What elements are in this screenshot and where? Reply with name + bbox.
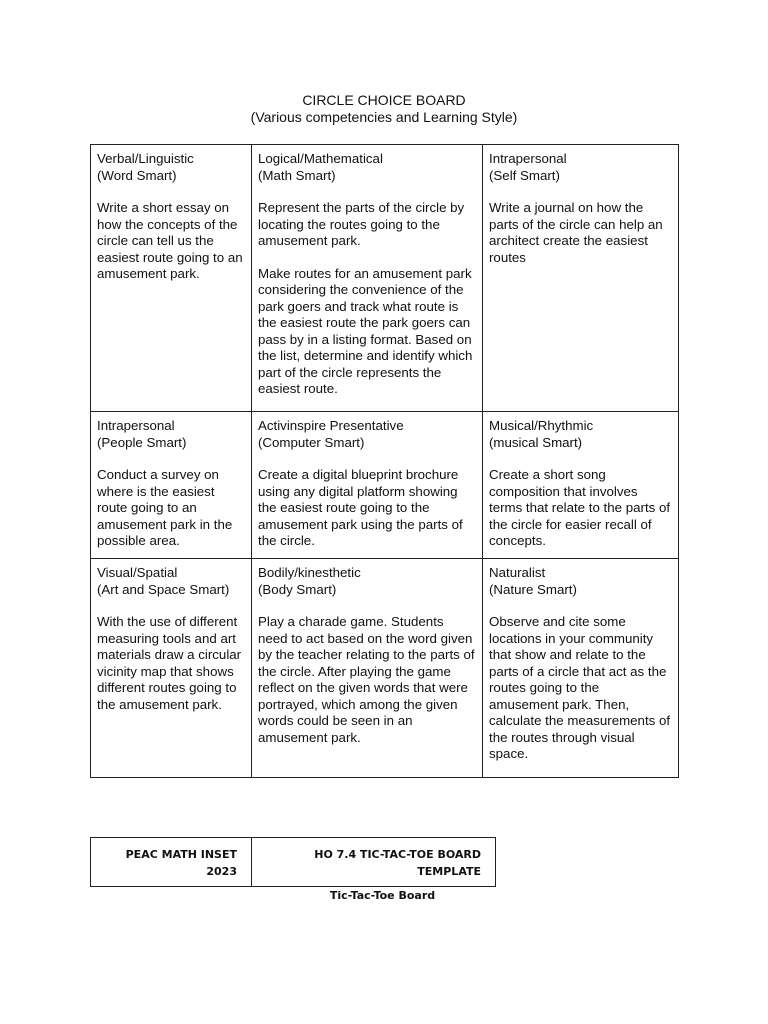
cell-activity: Create a digital blueprint brochure using any digital platform showing the easiest route going to the amusement park using the parts of the circle. (258, 467, 463, 548)
choice-board-table (90, 144, 679, 778)
footer-right-cell (252, 838, 496, 887)
board-row (91, 559, 679, 778)
footer-left-cell (91, 838, 252, 887)
footer-caption: Tic-Tac-Toe Board (329, 889, 436, 902)
cell-title: Naturalist (489, 565, 546, 580)
cell-activity: Write a journal on how the parts of the circle can help an architect create the easiest routes (489, 200, 663, 265)
cell-title: Intrapersonal (97, 418, 175, 433)
cell-activity: With the use of different measuring tools and art materials draw a circular vicinity map that shows different routes going to the amusement park. (97, 614, 242, 712)
cell-subtitle: (musical Smart) (489, 434, 583, 450)
cell-title: Musical/Rhythmic (489, 418, 594, 433)
board-cell-logical-mathematical (252, 145, 483, 412)
cell-subtitle: (People Smart) (97, 434, 187, 450)
board-row (91, 145, 679, 412)
cell-title: Bodily/kinesthetic (258, 565, 361, 580)
cell-title: Intrapersonal (489, 151, 567, 166)
board-cell-bodily-kinesthetic (252, 559, 483, 778)
cell-subtitle: (Self Smart) (489, 167, 560, 183)
cell-title: Verbal/Linguistic (97, 151, 194, 166)
footer-right-line1: HO 7.4 TIC-TAC-TOE BOARD (314, 848, 481, 861)
cell-activity: Conduct a survey on where is the easiest route going to an amusement park in the possible area. (97, 467, 233, 548)
cell-subtitle: (Art and Space Smart) (97, 581, 230, 597)
cell-title: Logical/Mathematical (258, 151, 383, 166)
cell-title: Activinspire Presentative (258, 418, 404, 433)
cell-subtitle: (Computer Smart) (258, 434, 365, 450)
cell-activity: Write a short essay on how the concepts of the circle can tell us the easiest route going to an amusement park. (97, 200, 243, 281)
board-cell-musical-rhythmic (483, 412, 679, 559)
cell-activity: Make routes for an amusement park considering the convenience of the park goers and track what route is the easiest route the park goers can pass by in a listing format. Based on the list, determine and identify which part of the circle represents the easiest route. (258, 265, 473, 396)
board-cell-visual-spatial (91, 559, 252, 778)
board-cell-verbal-linguistic (91, 145, 252, 412)
board-row (91, 412, 679, 559)
board-cell-activinspire (252, 412, 483, 559)
board-cell-naturalist (483, 559, 679, 778)
board-cell-intrapersonal-self (483, 145, 679, 412)
cell-subtitle: (Word Smart) (97, 167, 177, 183)
board-cell-intrapersonal-people (91, 412, 252, 559)
cell-title: Visual/Spatial (97, 565, 178, 580)
cell-activity: Observe and cite some locations in your community that show and relate to the parts of a circle that act as the routes going to the amusement park. Then, calculate the measurements of the routes through visual space. (489, 614, 671, 761)
cell-subtitle: (Math Smart) (258, 167, 336, 183)
footer-table (90, 837, 496, 887)
page-heading (0, 92, 768, 126)
page-title: CIRCLE CHOICE BOARD (302, 92, 466, 108)
cell-subtitle: (Body Smart) (258, 581, 337, 597)
cell-subtitle: (Nature Smart) (489, 581, 577, 597)
cell-activity: Play a charade game. Students need to act based on the word given by the teacher relating to the parts of the circle. After playing the game reflect on the given words that were portrayed, which among the given words could be seen in an amusement park. (258, 614, 475, 745)
cell-activity: Represent the parts of the circle by locating the routes going to the amusement park. (258, 200, 465, 248)
page-subtitle: (Various competencies and Learning Style) (250, 109, 518, 125)
cell-activity: Create a short song composition that involves terms that relate to the parts of the circle for easier recall of concepts. (489, 467, 671, 548)
footer-left-label: PEAC MATH INSET 2023 (125, 848, 237, 878)
footer-right-line2: TEMPLATE (417, 865, 481, 878)
